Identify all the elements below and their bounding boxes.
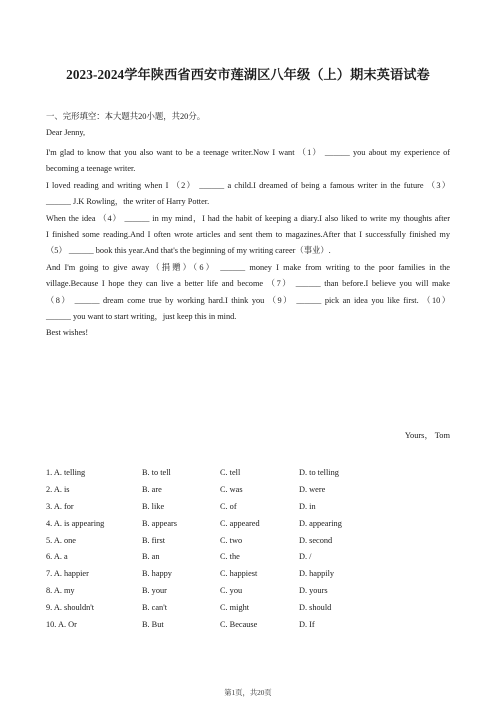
page-title: 2023-2024学年陕西省西安市莲湖区八年级（上）期末英语试卷 — [66, 67, 430, 82]
question-options-row — [46, 616, 450, 633]
letter-line: becoming a teenage writer. — [46, 164, 136, 174]
option-a: 10. A. Or — [46, 619, 77, 629]
letter-body — [46, 145, 450, 342]
page-footer: 第1页，共20页 — [224, 688, 272, 697]
letter-line: I loved reading and writing when I （2） ______ a child.I dreamed of being a famous writer in the future （3） — [46, 180, 450, 190]
section-heading: 一、完形填空：本大题共20小题，共20分。 — [46, 112, 206, 121]
option-d: D. yours — [299, 586, 328, 596]
option-b: B. But — [142, 619, 164, 629]
option-b: B. can't — [142, 603, 167, 613]
option-c: C. you — [220, 586, 243, 596]
option-a: 3. A. for — [46, 501, 74, 511]
letter-line: I finished some reading.And I often wrote articles and sent them to magazines.After that I successfully finished my — [46, 230, 450, 240]
option-d: D. second — [299, 535, 333, 545]
letter-line: I'm glad to know that you also want to be a teenage writer.Now I want （1） ______ you about my experience of — [46, 148, 450, 157]
option-b: B. to tell — [142, 467, 171, 477]
option-a: 5. A. one — [46, 535, 76, 545]
option-c: C. happiest — [220, 569, 258, 579]
option-a: 8. A. my — [46, 586, 75, 596]
question-options-row — [46, 532, 450, 549]
option-c: C. was — [220, 484, 243, 494]
option-b: B. appears — [142, 518, 178, 528]
option-d: D. were — [299, 484, 326, 494]
letter-signature: Yours， Tom — [404, 431, 450, 440]
option-a: 4. A. is appearing — [46, 518, 105, 528]
option-d: D. in — [299, 501, 316, 511]
option-b: B. first — [142, 535, 166, 545]
option-c: C. two — [220, 535, 243, 545]
option-a: 1. A. telling — [46, 467, 86, 477]
option-a: 9. A. shouldn't — [46, 603, 95, 613]
answer-options-table — [46, 464, 450, 633]
letter-line: village.Because I hope they can live a better life and become （7） ______ than before.I believe you will make — [46, 279, 450, 289]
question-options-row — [46, 599, 450, 616]
option-c: C. tell — [220, 467, 241, 477]
letter-line: （5） ______ book this year.And that's the beginning of my writing career（事业）. — [46, 246, 331, 256]
option-d: D. to telling — [299, 467, 339, 477]
option-c: C. of — [220, 501, 237, 511]
question-options-row — [46, 464, 450, 481]
letter-closing: Best wishes! — [46, 328, 89, 338]
letter-line: And I'm going to give away（捐赠）（6） ______ money I make from writing to the poor families in the — [46, 262, 450, 272]
question-options-row — [46, 565, 450, 582]
option-d: D. happily — [299, 569, 335, 579]
option-c: C. might — [220, 603, 250, 613]
option-c: C. appeared — [220, 518, 260, 528]
option-b: B. like — [142, 501, 165, 511]
option-c: C. Because — [220, 619, 258, 629]
option-c: C. the — [220, 552, 240, 562]
option-d: D. appearing — [299, 518, 342, 528]
letter-salutation: Dear Jenny, — [46, 128, 86, 137]
question-options-row — [46, 498, 450, 515]
option-a: 6. A. a — [46, 552, 68, 562]
option-b: B. happy — [142, 569, 172, 579]
question-options-row — [46, 515, 450, 532]
option-d: D. If — [299, 619, 315, 629]
question-options-row — [46, 548, 450, 565]
option-a: 2. A. is — [46, 484, 70, 494]
letter-line: ______ you want to start writing，just keep this in mind. — [46, 312, 237, 322]
option-d: D. / — [299, 552, 312, 562]
letter-line: When the idea （4） ______ in my mind，I had the habit of keeping a diary.I also liked to write my thoughts after — [46, 213, 450, 223]
option-b: B. are — [142, 484, 162, 494]
option-b: B. your — [142, 586, 167, 596]
letter-line: ______ J.K Rowling，the writer of Harry Potter. — [46, 197, 210, 207]
option-b: B. an — [142, 552, 160, 562]
option-d: D. should — [299, 603, 332, 613]
question-options-row — [46, 481, 450, 498]
option-a: 7. A. happier — [46, 569, 89, 579]
question-options-row — [46, 582, 450, 599]
letter-line: （8） ______ dream come true by working hard.I think you （9） ______ pick an idea you like first. （10） — [46, 295, 450, 305]
